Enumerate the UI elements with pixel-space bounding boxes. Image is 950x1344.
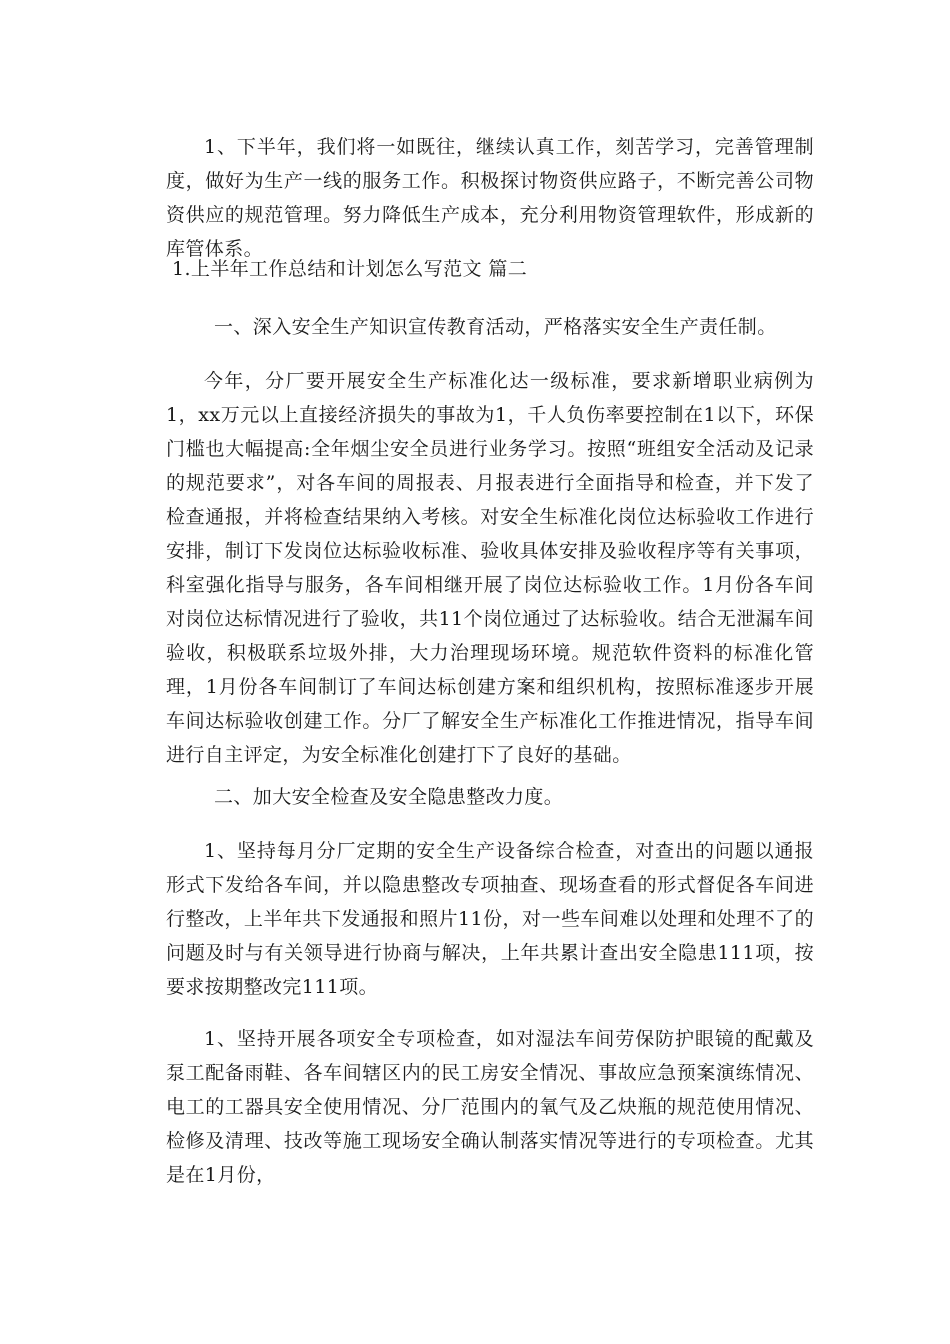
paragraph-special-inspection: 1、坚持开展各项安全专项检查，如对湿法车间劳保防护眼镜的配戴及泵工配备雨鞋、各车间辖区内的民工房安全情况、事故应急预案演练情况、电工的工器具安全使用情况、分厂范围内的氧气及乙炔瓶的规范使用情况、检修及清理、技改等施工现场安全确认制落实情况等进行的专项检查。尤其是在1月份， — [166, 1028, 814, 1186]
section-heading-part-two: 1.上半年工作总结和计划怎么写范文 篇二 — [172, 258, 528, 280]
heading-safety-education: 一、深入安全生产知识宣传教育活动，严格落实安全生产责任制。 — [214, 316, 777, 338]
paragraph-standardization: 今年，分厂要开展安全生产标准化达一级标准，要求新增职业病例为1，xx万元以上直接经济损失的事故为1，千人负伤率要控制在1以下，环保门槛也大幅提高:全年烟尘安全员进行业务学习。按照“班组安全活动及记录的规范要求”，对各车间的周报表、月报表进行全面指导和检查，并下发了检查通报，并将检查结果纳入考核。对安全生标准化岗位达标验收工作进行安排，制订下发岗位达标验收标准、验收具体安排及验收程序等有关事项，科室强化指导与服务，各车间相继开展了岗位达标验收工作。1月份各车间对岗位达标情况进行了验收，共11个岗位通过了达标验收。结合无泄漏车间验收，积极联系垃圾外排，大力治理现场环境。规范软件资料的标准化管理，1月份各车间制订了车间达标创建方案和组织机构，按照标准逐步开展车间达标验收创建工作。分厂了解安全生产标准化工作推进情况，指导车间进行自主评定，为安全标准化创建打下了良好的基础。 — [166, 370, 814, 766]
paragraph-plan-second-half: 1、下半年，我们将一如既往，继续认真工作，刻苦学习，完善管理制度，做好为生产一线的服务工作。积极探讨物资供应路子，不断完善公司物资供应的规范管理。努力降低生产成本，充分利用物资管理软件，形成新的库管体系。 — [166, 136, 814, 260]
heading-safety-inspection: 二、加大安全检查及安全隐患整改力度。 — [214, 786, 564, 808]
paragraph-monthly-inspection: 1、坚持每月分厂定期的安全生产设备综合检查，对查出的问题以通报形式下发给各车间，并以隐患整改专项抽查、现场查看的形式督促各车间进行整改，上半年共下发通报和照片11份，对一些车间难以处理和处理不了的问题及时与有关领导进行协商与解决，上年共累计查出安全隐患111项，按要求按期整改完111项。 — [166, 840, 814, 998]
